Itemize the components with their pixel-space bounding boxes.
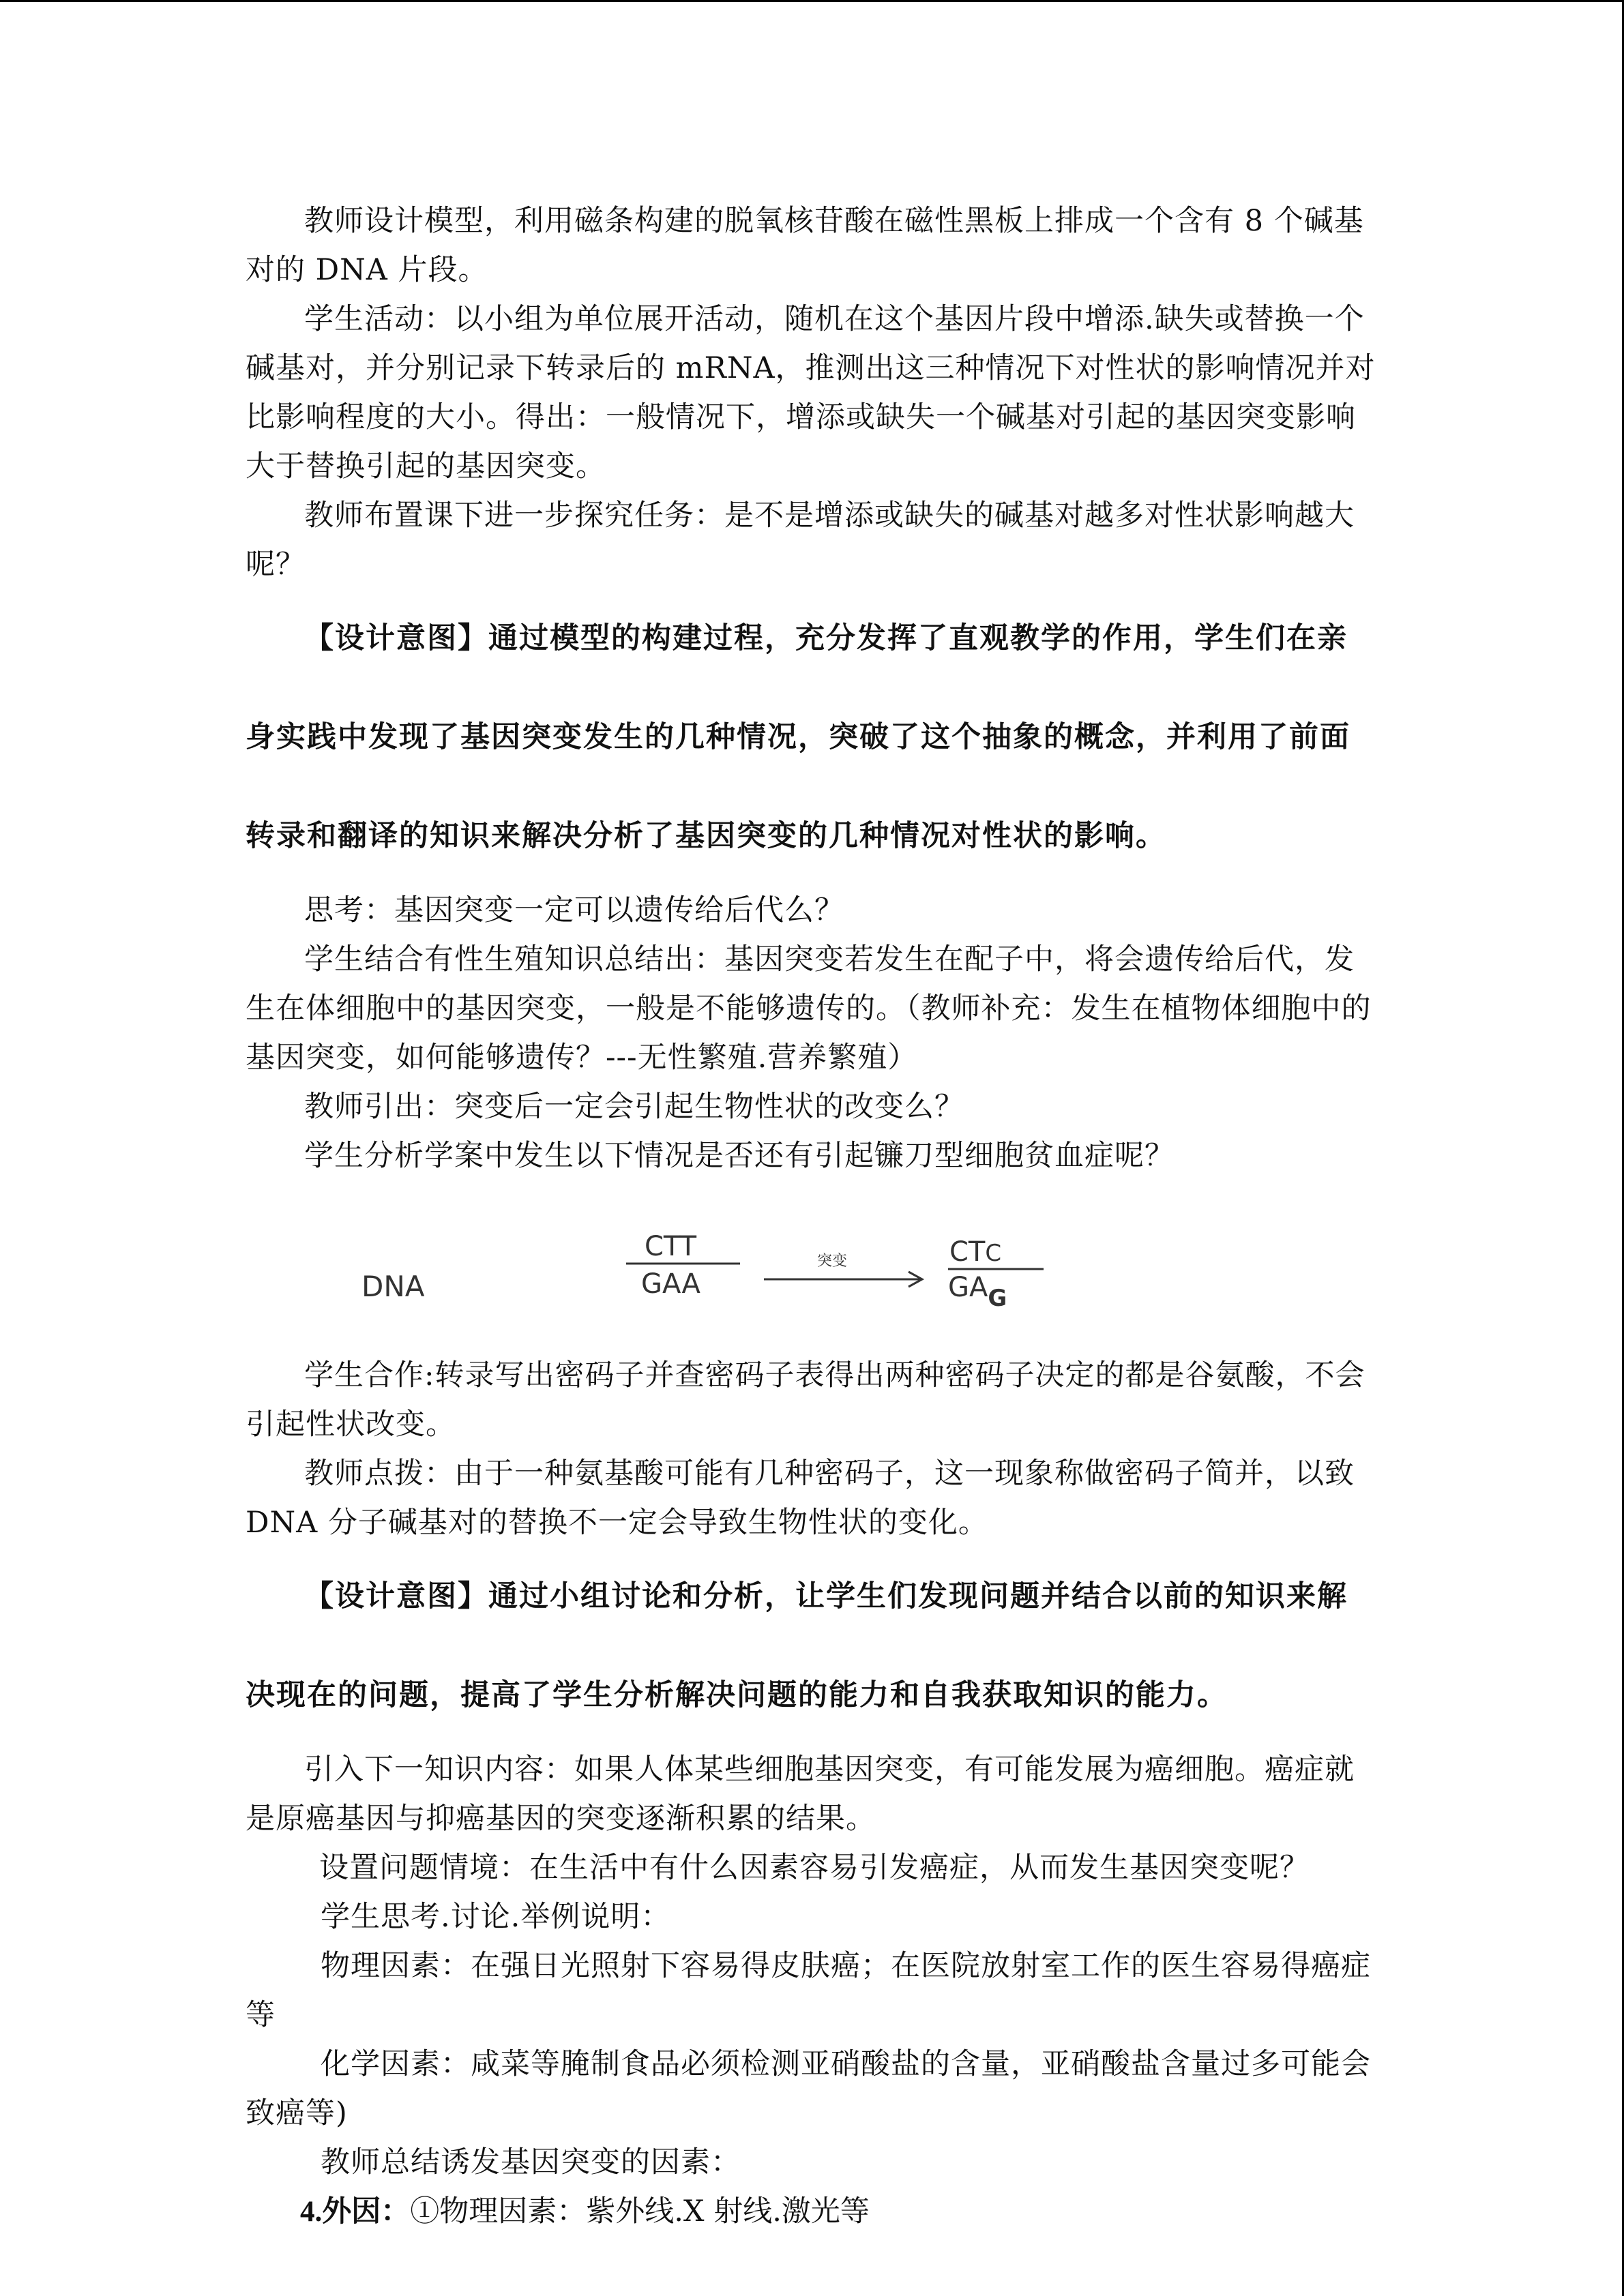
design-intent-1: 【设计意图】通过模型的构建过程，充分发挥了直观教学的作用，学生们在亲身实践中发现了基因突变发生的几种情况，突破了这个抽象的概念，并利用了前面转录和翻译的知识来解决分析了基因突变的几种情况对性状的影响。 — [246, 621, 1350, 853]
dna-mutation-figure — [246, 1201, 1378, 1330]
paragraph-teacher-summary: 教师总结诱发基因突变的因素： — [321, 2145, 741, 2179]
codon-after-top: CTC — [949, 1236, 1002, 1268]
external-causes-number: 4.外因： — [300, 2196, 411, 2228]
mutation-arrow-label: 突变 — [817, 1253, 848, 1270]
paragraph-introduce-cancer: 引入下一知识内容：如果人体某些细胞基因突变，有可能发展为癌细胞。癌症就是原癌基因与抑癌基因的突变逐渐积累的结果。 — [246, 1753, 1355, 1836]
paragraph-student-cooperation: 学生合作:转录写出密码子并查密码子表得出两种密码子决定的都是谷氨酸，不会引起性状改变。 — [246, 1358, 1365, 1442]
dna-label: DNA — [361, 1270, 425, 1303]
paragraph-teacher-model: 教师设计模型，利用磁条构建的脱氧核苷酸在磁性黑板上排成一个含有 8 个碱基对的 DNA 片段。 — [246, 204, 1364, 287]
paragraph-problem-situation: 设置问题情境：在生活中有什么因素容易引发癌症，从而发生基因突变呢？ — [319, 1851, 1310, 1885]
page-top-border — [0, 0, 1624, 2]
codon-before-top: CTT — [645, 1231, 697, 1262]
codon-before-bottom: GAA — [641, 1268, 700, 1300]
paragraph-teacher-lead: 教师引出：突变后一定会引起生物性状的改变么？ — [304, 1090, 964, 1124]
paragraph-physical-factors: 物理因素：在强日光照射下容易得皮肤癌；在医院放射室工作的医生容易得癌症等 — [246, 1949, 1371, 2032]
paragraph-student-analysis: 学生分析学案中发生以下情况是否还有引起镰刀型细胞贫血症呢？ — [304, 1139, 1175, 1173]
paragraph-student-discussion: 学生思考.讨论.举例说明： — [321, 1900, 671, 1934]
paragraph-think-question: 思考：基因突变一定可以遗传给后代么？ — [304, 893, 844, 927]
paragraph-chemical-factors: 化学因素：咸菜等腌制食品必须检测亚硝酸盐的含量，亚硝酸盐含量过多可能会致癌等) — [246, 2047, 1371, 2130]
document-body — [246, 196, 1378, 2237]
paragraph-student-activity: 学生活动：以小组为单位展开活动，随机在这个基因片段中增添.缺失或替换一个碱基对，并分别记录下转录后的 mRNA，推测出这三种情况下对性状的影响情况并对比影响程度的大小。得出：一般情况下，增添或缺失一个碱基对引起的基因突变影响大于替换引起的基因突变。 — [246, 302, 1376, 483]
external-causes-text: ①物理因素：紫外线.X 射线.激光等 — [410, 2194, 870, 2228]
dna-mutation-diagram — [246, 1201, 1378, 1330]
paragraph-student-summary: 学生结合有性生殖知识总结出：基因突变若发生在配子中，将会遗传给后代，发生在体细胞中的基因突变，一般是不能够遗传的。（教师补充：发生在植物体细胞中的基因突变，如何能够遗传？---无性繁殖.营养繁殖） — [246, 942, 1372, 1075]
design-intent-2: 【设计意图】通过小组讨论和分析，让学生们发现问题并结合以前的知识来解决现在的问题，提高了学生分析解决问题的能力和自我获取知识的能力。 — [246, 1579, 1348, 1712]
paragraph-teacher-guidance: 教师点拨：由于一种氨基酸可能有几种密码子，这一现象称做密码子简并，以致 DNA 分子碱基对的替换不一定会导致生物性状的变化。 — [246, 1457, 1355, 1540]
paragraph-external-causes — [246, 2187, 1378, 2237]
paragraph-homework-task: 教师布置课下进一步探究任务：是不是增添或缺失的碱基对越多对性状影响越大呢？ — [246, 498, 1355, 582]
codon-after-bottom: $GA_G$ — [948, 1272, 1007, 1312]
